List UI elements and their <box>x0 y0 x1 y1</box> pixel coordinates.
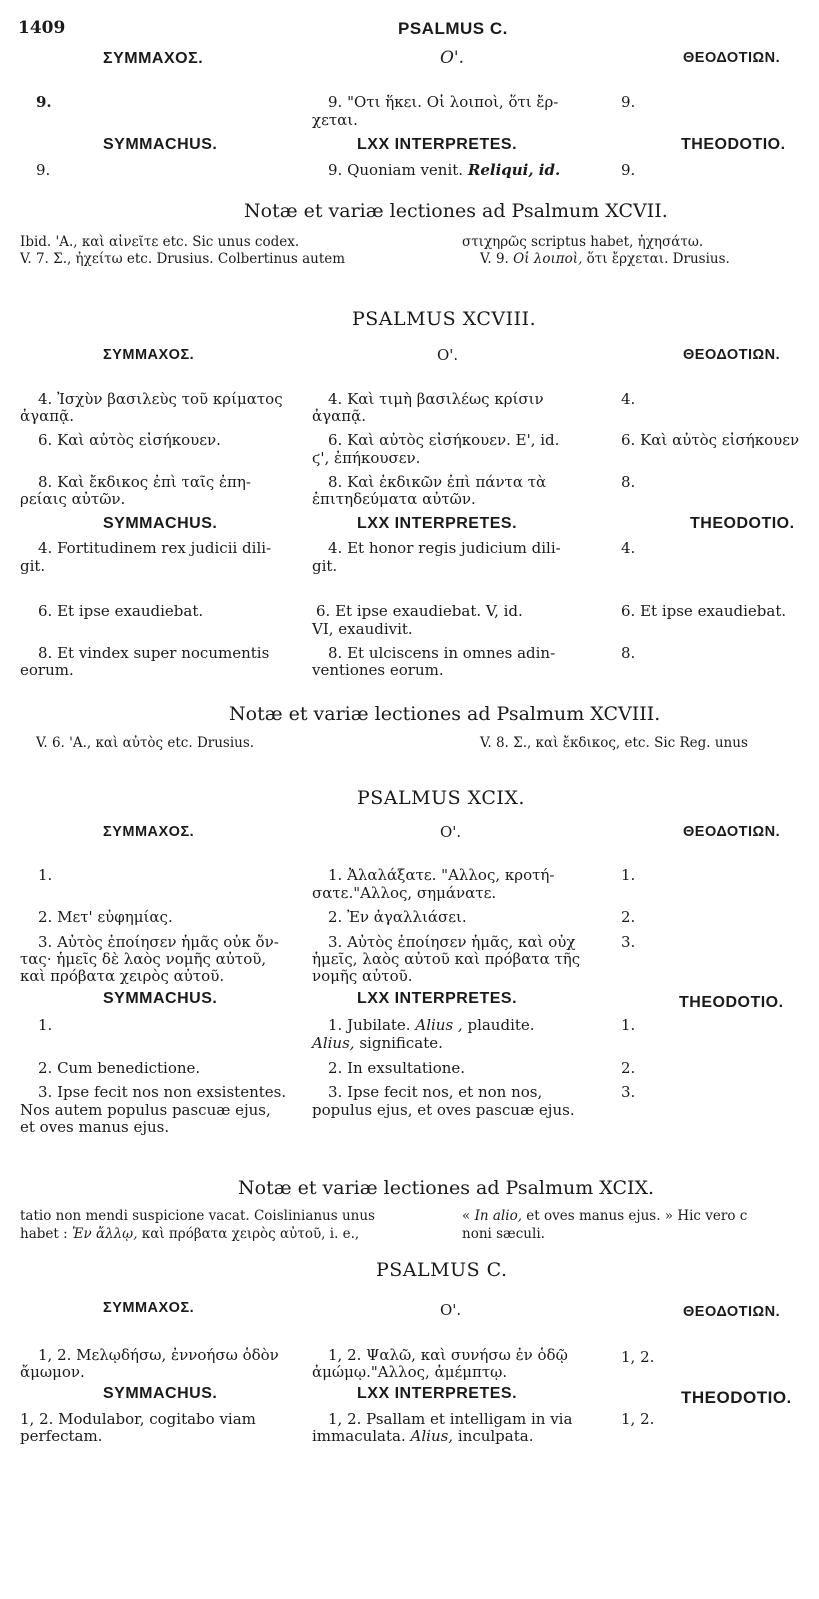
col-header-theodotion: ΘΕΟΔΟΤΙΩΝ. <box>683 824 781 840</box>
col-header-symmachos: ΣΥΜΜΑΧΟΣ. <box>103 347 195 363</box>
lxx-text: VI, exaudivit. <box>312 620 413 638</box>
col-header-lxx: Ο'. <box>440 823 462 841</box>
lxx-text: 4. Et honor regis judicium dili- <box>328 539 561 557</box>
note-text: habet : <box>20 1226 68 1242</box>
theodotio-text: 1, 2. <box>621 1410 655 1428</box>
col-header-symmachos: ΣΥΜΜΑΧΟΣ. <box>103 1300 195 1316</box>
verse-text: 9. Quoniam venit. <box>328 161 464 179</box>
theodotio-text: 4. <box>621 539 636 557</box>
verse-text-italic: Alius, <box>312 1034 355 1052</box>
symmachus-text: perfectam. <box>20 1427 103 1445</box>
symmachus-text: 2. Cum benedictione. <box>38 1059 201 1077</box>
lxx-text: 8. Καὶ ἐκδικῶν ἐπὶ πάντα τὰ <box>328 473 547 491</box>
lxx-text: 1. Ἀλαλάξατε. "Αλλος, κροτή- <box>328 866 555 884</box>
col-header-theodotion: ΘΕΟΔΟΤΙΩΝ. <box>683 1304 781 1320</box>
col-header-theodotion: ΘΕΟΔΟΤΙΩΝ. <box>683 50 781 66</box>
symmachus-text: 1, 2. Modulabor, cogitabo viam <box>20 1410 256 1428</box>
symmachus-text: τας· ἡμεῖς δὲ λαὸς νομῆς αὐτοῦ, <box>20 950 267 968</box>
theodotion-text: 4. <box>621 390 636 408</box>
lxx-verse-text: χεται. <box>312 111 358 129</box>
symmachus-text: 1, 2. Μελῳδήσω, ἐννοήσω ὁδὸν <box>38 1346 279 1364</box>
symmachus-text: 2. Μετ' εὐφημίας. <box>38 908 173 926</box>
col-header-theodotio: THEODOTIO. <box>690 515 795 532</box>
col-header-lxx: Ο'. <box>440 48 465 68</box>
row-number: 9. <box>36 93 52 111</box>
lxx-text: 6. Καὶ αὐτὸς εἰσήκουεν. Ε', id. <box>328 431 560 449</box>
col-header-symmachos: ΣΥΜΜΑΧΟΣ. <box>103 824 195 840</box>
lxx-text: νομῆς αὐτοῦ. <box>312 967 413 985</box>
lxx-text: 8. Et ulciscens in omnes adin- <box>328 644 556 662</box>
lxx-text: 1, 2. Psallam et intelligam in via <box>328 1410 573 1428</box>
row-number: 9. <box>621 161 636 179</box>
theodotion-text: 8. <box>621 473 636 491</box>
notes-title: Notæ et variæ lectiones ad Psalmum XCIX. <box>238 1177 655 1199</box>
note-ref: ὅτι ἔρχεται. Drusius. <box>586 251 730 267</box>
lxx-text: ἀμώμῳ."Αλλος, ἀμέμπτῳ. <box>312 1363 508 1381</box>
note-text: V. 7. Σ., ἠχείτω etc. Drusius. Colbertinus autem <box>20 251 346 267</box>
verse-text: immaculata. <box>312 1427 406 1445</box>
theodotion-text: 1, 2. <box>621 1348 655 1366</box>
symmachus-text: 8. Et vindex super nocumentis <box>38 644 270 662</box>
symmachus-text: ἀγαπᾷ. <box>20 407 74 425</box>
theodotio-text: 1. <box>621 1016 636 1034</box>
theodotio-text: 2. <box>621 1059 636 1077</box>
theodotio-text: 3. <box>621 1083 636 1101</box>
lxx-text <box>312 1035 443 1052</box>
col-header-symmachus: SYMMACHUS. <box>103 515 218 532</box>
notes-title: Notæ et variæ lectiones ad Psalmum XCVIII. <box>229 703 661 725</box>
theodotion-text: 2. <box>621 908 636 926</box>
symmachus-text: 6. Καὶ αὐτὸς εἰσήκουεν. <box>38 431 221 449</box>
verse-text-italic: Reliqui, id. <box>467 161 561 179</box>
symmachus-text: 4. Ἰσχὺν βασιλεὺς τοῦ κρίματος <box>38 390 283 408</box>
lxx-text: 3. Αὐτὸς ἐποίησεν ἡμᾶς, καὶ οὐχ <box>328 933 576 951</box>
col-header-lxx-interpretes: LXX INTERPRETES. <box>357 1385 518 1402</box>
symmachus-text: 3. Αὐτὸς ἐποίησεν ἡμᾶς οὐκ ὄν- <box>38 933 279 951</box>
lxx-text: ventiones eorum. <box>312 661 444 679</box>
lxx-text: ἡμεῖς, λαὸς αὐτοῦ καὶ πρόβατα τῆς <box>312 950 581 968</box>
lxx-text: ἀγαπᾷ. <box>312 407 366 425</box>
col-header-lxx-interpretes: LXX INTERPRETES. <box>357 990 518 1007</box>
col-header-theodotion: ΘΕΟΔΟΤΙΩΝ. <box>683 347 781 363</box>
symmachus-text: καὶ πρόβατα χειρὸς αὐτοῦ. <box>20 967 225 985</box>
col-header-theodotio: THEODOTIO. <box>681 1388 792 1407</box>
lxx-text <box>312 1428 533 1445</box>
lxx-text: ἐπιτηδεύματα αὐτῶν. <box>312 490 476 508</box>
note-text: Ibid. 'Α., καὶ αἰνεῖτε etc. Sic unus codex. <box>20 234 300 250</box>
col-header-symmachus: SYMMACHUS. <box>103 1385 218 1402</box>
section-title: PSALMUS XCIX. <box>357 787 525 809</box>
verse-text: significate. <box>359 1034 443 1052</box>
note-text: V. 8. Σ., καὶ ἔκδικος, etc. Sic Reg. unus <box>480 735 748 751</box>
lxx-text: populus ejus, et oves pascuæ ejus. <box>312 1101 575 1119</box>
symmachus-text: 4. Fortitudinem rex judicii dili- <box>38 539 272 557</box>
note-text <box>480 251 730 268</box>
note-italic: Ἐν ἄλλῳ, <box>71 1226 138 1242</box>
col-header-theodotio: THEODOTIO. <box>681 136 786 153</box>
note-italic: Οἱ λοιποὶ, <box>513 251 583 267</box>
col-header-theodotio: THEODOTIO. <box>679 994 784 1011</box>
verse-text: plaudite. <box>467 1016 535 1034</box>
row-number: 9. <box>621 93 636 111</box>
verse-text: inculpata. <box>457 1427 534 1445</box>
symmachus-text: 3. Ipse fecit nos non exsistentes. <box>38 1083 287 1101</box>
section-title: PSALMUS C. <box>376 1259 508 1281</box>
lxx-text: 2. Ἐν ἀγαλλιάσει. <box>328 908 467 926</box>
lxx-text: σατε."Αλλος, σημάνατε. <box>312 884 497 902</box>
note-text: tatio non mendi suspicione vacat. Coislinianus unus <box>20 1208 375 1224</box>
symmachus-text: eorum. <box>20 661 74 679</box>
symmachus-text: 6. Et ipse exaudiebat. <box>38 602 204 620</box>
lxx-text: 1, 2. Ψαλῶ, καὶ συνήσω ἐν ὁδῷ <box>328 1346 568 1364</box>
note-text: noni sæculi. <box>462 1226 545 1242</box>
verse-text-italic: Alius, <box>410 1427 454 1445</box>
col-header-lxx: Ο'. <box>440 1301 462 1319</box>
symmachus-text: ρείαις αὐτῶν. <box>20 490 126 508</box>
theodotion-text: 6. Καὶ αὐτὸς εἰσήκουεν <box>621 431 800 449</box>
symmachus-text: 1. <box>38 1016 53 1034</box>
theodotion-text: 3. <box>621 933 636 951</box>
note-text: et oves manus ejus. » Hic vero c <box>526 1208 748 1224</box>
theodotio-text: 8. <box>621 644 636 662</box>
note-italic: In alio, <box>474 1208 522 1224</box>
col-header-lxx-interpretes: LXX INTERPRETES. <box>357 515 518 532</box>
section-title: PSALMUS XCVIII. <box>352 308 537 330</box>
note-text: « <box>462 1208 475 1224</box>
lxx-verse-text: 9. "Οτι ἥκει. Οἱ λοιποὶ, ὅτι ἔρ- <box>328 93 559 111</box>
lxx-text: 4. Καὶ τιμὴ βασιλέως κρίσιν <box>328 390 544 408</box>
lxx-text: ϛ', ἐπήκουσεν. <box>312 449 421 467</box>
note-ref: V. 9. <box>480 251 509 267</box>
page-number: 1409 <box>18 18 66 38</box>
lxx-text <box>328 1017 535 1034</box>
symmachus-text: 8. Καὶ ἔκδικος ἐπὶ ταῖς ἐπη- <box>38 473 251 491</box>
symmachus-text: et oves manus ejus. <box>20 1118 170 1136</box>
running-title: PSALMUS C. <box>398 19 508 38</box>
verse-text-italic: Alius , <box>415 1016 463 1034</box>
theodotio-text: 6. Et ipse exaudiebat. <box>621 602 787 620</box>
col-header-lxx: Ο'. <box>437 346 459 364</box>
theodotion-text: 1. <box>621 866 636 884</box>
col-header-symmachus: SYMMACHUS. <box>103 990 218 1007</box>
symmachus-text: Nos autem populus pascuæ ejus, <box>20 1101 271 1119</box>
notes-title: Notæ et variæ lectiones ad Psalmum XCVII. <box>244 200 668 222</box>
lxx-text: 6. Et ipse exaudiebat. V, id. <box>316 602 523 620</box>
note-text: V. 6. 'Α., καὶ αὐτὸς etc. Drusius. <box>36 735 255 751</box>
note-text: στιχηρῶς scriptus habet, ἠχησάτω. <box>462 234 704 250</box>
symmachus-text: git. <box>20 557 46 575</box>
col-header-symmachos: ΣΥΜΜΑΧΟΣ. <box>103 50 204 67</box>
lxx-text: 3. Ipse fecit nos, et non nos, <box>328 1083 543 1101</box>
lxx-verse-text <box>328 162 560 179</box>
lxx-text: 2. In exsultatione. <box>328 1059 466 1077</box>
col-header-symmachus: SYMMACHUS. <box>103 136 218 153</box>
lxx-text: git. <box>312 557 338 575</box>
note-text <box>462 1208 819 1225</box>
note-text <box>20 1226 359 1243</box>
symmachus-text: 1. <box>38 866 53 884</box>
note-text: καὶ πρόβατα χειρὸς αὐτοῦ, i. e., <box>141 1226 360 1242</box>
col-header-lxx-interpretes: LXX INTERPRETES. <box>357 136 518 153</box>
verse-text: 1. Jubilate. <box>328 1016 411 1034</box>
symmachus-text: ἄμωμον. <box>20 1363 85 1381</box>
row-number: 9. <box>36 161 51 179</box>
